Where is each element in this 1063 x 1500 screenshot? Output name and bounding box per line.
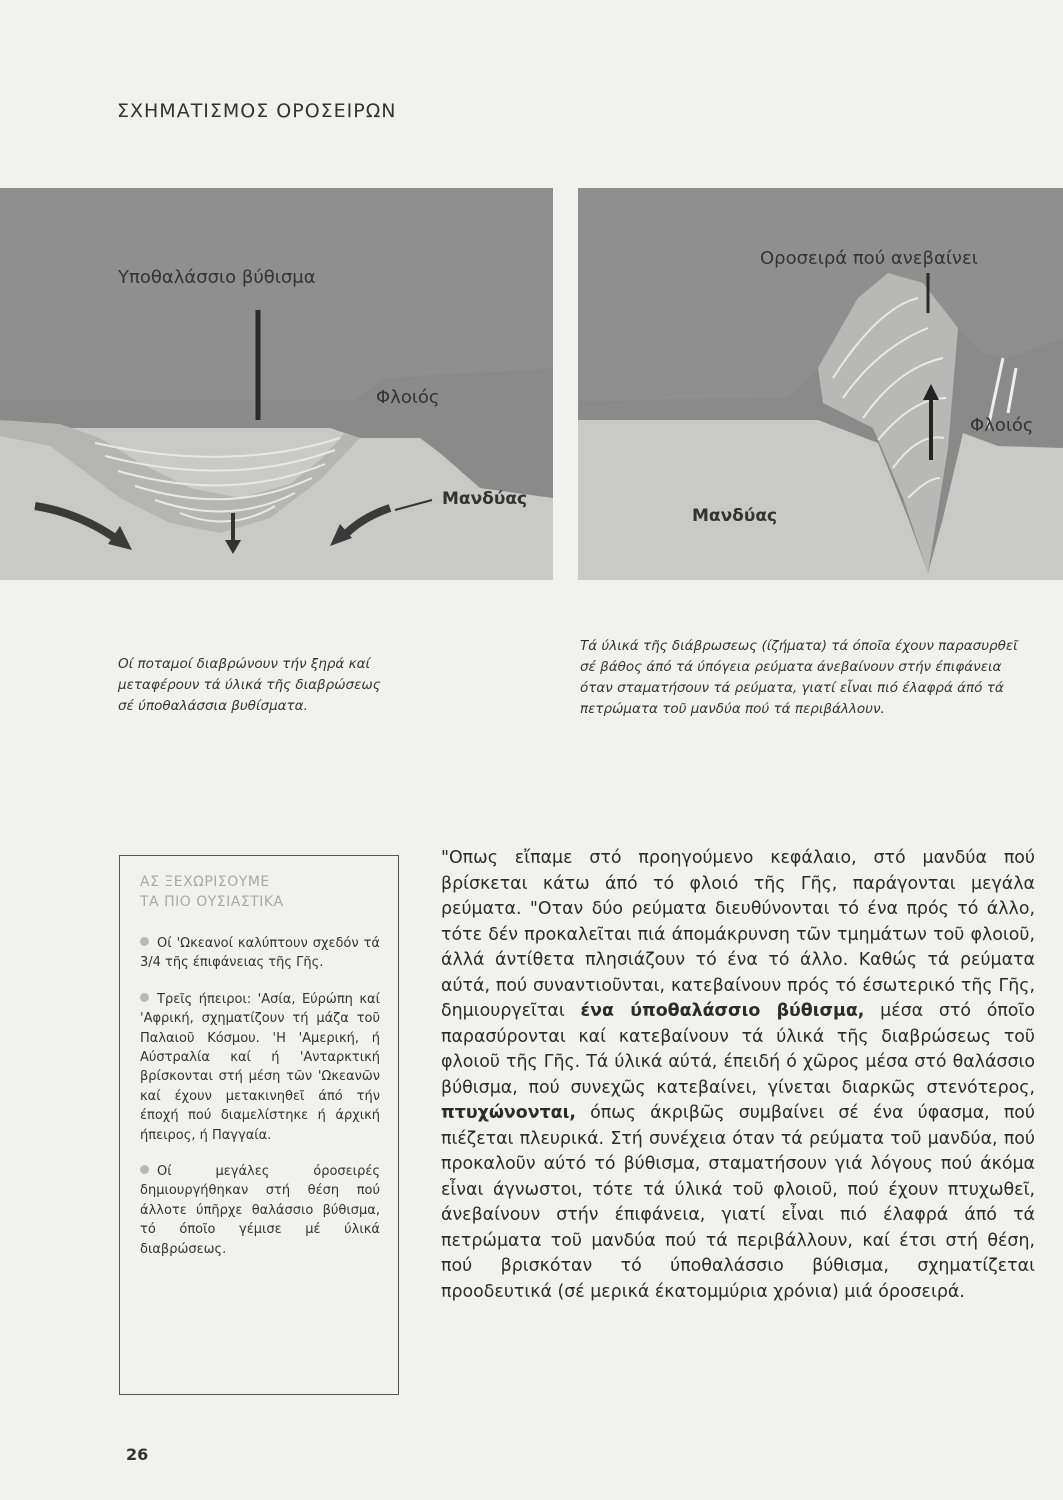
- crust-label-right: Φλοιός: [970, 415, 1034, 436]
- mantle-label-right: Μανδύας: [692, 506, 778, 526]
- bullet-icon: [140, 993, 149, 1002]
- page-number: 26: [126, 1445, 149, 1464]
- summary-item: Οί 'Ωκεανοί καλύπτουν σχεδόν τά 3/4 τῆς έπιφάνειας τῆς Γῆς.: [140, 936, 380, 971]
- mountain-illustration: [578, 188, 1063, 580]
- caption-right: Τά ύλικά τῆς διάβρωσεως (ίζήματα) τά όποῖα έχουν παρασυρθεῖ σέ βάθος άπό τά ύπόγεια ρεύματα άνεβαίνουν στήν έπιφάνεια όταν σταματήσουν τά ρεύματα, γιατί εἶναι πιό έλαφρά άπό τά πετρώματα τοῦ μανδύα πού τά περιβάλλουν.: [580, 638, 1018, 717]
- crust-label: Φλοιός: [376, 387, 440, 408]
- trench-diagram: [0, 188, 553, 580]
- summary-title-line2: ΤΑ ΠΙΟ ΟΥΣΙΑΣΤΙΚΑ: [140, 894, 284, 910]
- summary-item: Τρεῖς ήπειροι: 'Ασία, Εύρώπη καί 'Αφρική, σχηματίζουν τή μάζα τοῦ Παλαιοῦ Κόσμου. 'Η 'Αμερική, ή Αύστραλία καί ή 'Ανταρκτική βρίσκονται στή μέση τῶν 'Ωκεανῶν καί έχουν μετακινηθεῖ άπό τήν έποχή πού διαμελίστηκε ή άρχική ήπειρος, ή Παγγαία.: [140, 991, 380, 1143]
- main-body-text: "Οπως εἴπαμε στό προηγούμενο κεφάλαιο, στό μανδύα πού βρίσκεται κάτω άπό τό φλοιό τῆς Γῆς, παράγονται μεγάλα ρεύματα. "Οταν δύο ρεύματα διευθύνονται τό ένα πρός τό άλλο, τότε δέν προκαλεῖται πιά άπομάκρυνση τῶν τμημάτων τοῦ φλοιοῦ, άλλά άντίθετα πλησιάζουν τό ένα τό άλλο. Καθώς τά ρεύματα αύτά, πού συναντιοῦνται, κατεβαίνουν πρός τό έσωτερικό τῆς Γῆς, δημιουργεῖται ένα ύποθαλάσσιο βύθισμα, μέσα στό όποῖο παρασύρονται καί κατεβαίνουν τά ύλικά τῆς διαβρώσεως τοῦ φλοιοῦ τῆς Γῆς. Τά ύλικά αύτά, έπειδή ό χῶρος μέσα στό θαλάσσιο βύθισμα, πού συνεχῶς κατεβαίνει, γίνεται διαρκῶς στενότερος, πτυχώνονται, όπως άκριβῶς συμβαίνει σέ ένα ύφασμα, πού πιέζεται πλευρικά. Στή συνέχεια όταν τά ρεύματα τοῦ μανδύα, πού προκαλοῦν αύτό τό βύθισμα, σταματήσουν γιά λόγους πού άκόμα εἶναι άγνωστοι, τότε τά ύλικά τοῦ φλοιοῦ, πού έχουν πτυχωθεῖ, άνεβαίνουν στήν έπιφάνεια, γιατί εἶναι πιό έλαφρά άπό τά πετρώματα τοῦ μανδύα πού τά περιβάλλουν, καί έτσι στή θέση, πού βρισκόταν τό ύποθαλάσσιο βύθισμα, σχηματίζεται προοδευτικά (σέ μερικά έκατομμύρια χρόνια) μιά όροσειρά.: [441, 848, 1035, 1302]
- trench-label: Υποθαλάσσιο βύθισμα: [118, 267, 316, 288]
- trench-illustration: [0, 188, 553, 580]
- term-folding: πτυχώνονται,: [441, 1103, 576, 1123]
- bullet-icon: [140, 937, 149, 946]
- summary-item: Οί μεγάλες όροσειρές δημιουργήθηκαν στή θέση πού άλλοτε ύπῆρχε θαλάσσιο βύθισμα, τό όποῖο γέμισε μέ ύλικά διαβρώσεως.: [140, 1164, 380, 1257]
- mountain-diagram: [578, 188, 1063, 580]
- ocean-water: [0, 188, 553, 403]
- bullet-icon: [140, 1165, 149, 1174]
- page-title: ΣΧΗΜΑΤΙΣΜΟΣ ΟΡΟΣΕΙΡΩΝ: [117, 100, 397, 122]
- range-label: Οροσειρά πού ανεβαίνει: [760, 248, 978, 269]
- term-trench: ένα ύποθαλάσσιο βύθισμα,: [580, 1001, 865, 1021]
- mantle-label: Μανδύας: [442, 489, 528, 509]
- caption-left: Οί ποταμοί διαβρώνουν τήν ξηρά καί μεταφέρουν τά ύλικά τῆς διαβρώσεως σέ ύποθαλάσσια βυθίσματα.: [118, 656, 381, 714]
- summary-box: [119, 855, 399, 1395]
- summary-title: [140, 872, 380, 912]
- summary-title-line1: ΑΣ ΞΕΧΩΡΙΣΟΥΜΕ: [140, 874, 270, 890]
